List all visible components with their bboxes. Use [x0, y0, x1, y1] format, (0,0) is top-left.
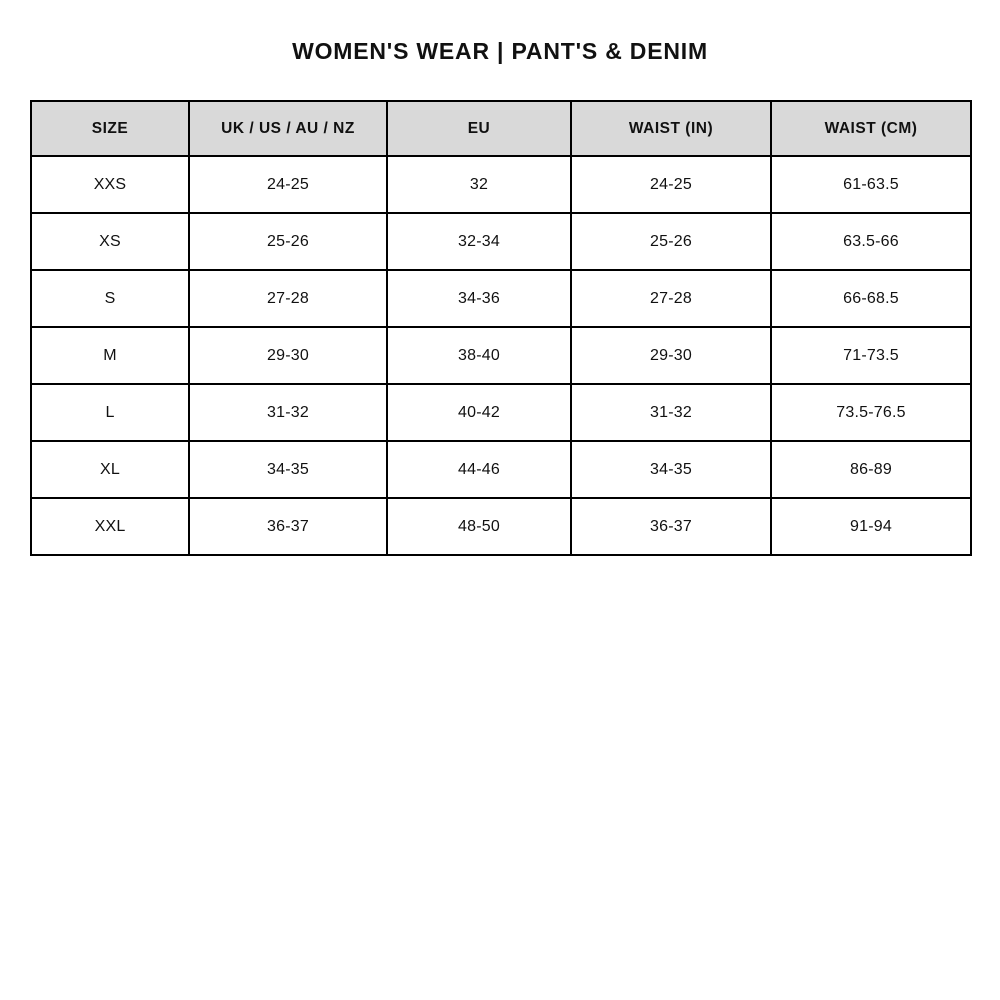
waist-cm-value: 73.5-76.5 [771, 384, 971, 441]
table-row-s [31, 270, 971, 327]
size-label: S [31, 270, 189, 327]
waist-cm-value: 61-63.5 [771, 156, 971, 213]
uk-us-au-nz-value: 34-35 [189, 441, 387, 498]
waist-in-value: 24-25 [571, 156, 771, 213]
size-label: XXL [31, 498, 189, 555]
column-header-eu: EU [387, 101, 571, 156]
size-chart-table [30, 100, 972, 556]
eu-value: 38-40 [387, 327, 571, 384]
table-row-m [31, 327, 971, 384]
column-header-size: SIZE [31, 101, 189, 156]
waist-in-value: 31-32 [571, 384, 771, 441]
column-header-uk-us-au-nz: UK / US / AU / NZ [189, 101, 387, 156]
waist-in-value: 34-35 [571, 441, 771, 498]
waist-cm-value: 66-68.5 [771, 270, 971, 327]
table-row-xxl [31, 498, 971, 555]
eu-value: 34-36 [387, 270, 571, 327]
waist-in-value: 27-28 [571, 270, 771, 327]
column-header-waist-in: WAIST (IN) [571, 101, 771, 156]
size-label: XL [31, 441, 189, 498]
waist-cm-value: 71-73.5 [771, 327, 971, 384]
eu-value: 44-46 [387, 441, 571, 498]
waist-in-value: 36-37 [571, 498, 771, 555]
uk-us-au-nz-value: 31-32 [189, 384, 387, 441]
uk-us-au-nz-value: 25-26 [189, 213, 387, 270]
table-row-xs [31, 213, 971, 270]
waist-cm-value: 91-94 [771, 498, 971, 555]
size-label: XXS [31, 156, 189, 213]
table-row-xxs [31, 156, 971, 213]
table-row-xl [31, 441, 971, 498]
eu-value: 32 [387, 156, 571, 213]
size-label: XS [31, 213, 189, 270]
waist-cm-value: 86-89 [771, 441, 971, 498]
uk-us-au-nz-value: 24-25 [189, 156, 387, 213]
page-title: WOMEN'S WEAR | PANT'S & DENIM [292, 38, 708, 64]
uk-us-au-nz-value: 27-28 [189, 270, 387, 327]
size-label: M [31, 327, 189, 384]
eu-value: 32-34 [387, 213, 571, 270]
size-label: L [31, 384, 189, 441]
waist-in-value: 29-30 [571, 327, 771, 384]
uk-us-au-nz-value: 36-37 [189, 498, 387, 555]
waist-cm-value: 63.5-66 [771, 213, 971, 270]
uk-us-au-nz-value: 29-30 [189, 327, 387, 384]
column-header-waist-cm: WAIST (CM) [771, 101, 971, 156]
eu-value: 48-50 [387, 498, 571, 555]
table-row-l [31, 384, 971, 441]
table-header-row [31, 101, 971, 156]
eu-value: 40-42 [387, 384, 571, 441]
waist-in-value: 25-26 [571, 213, 771, 270]
